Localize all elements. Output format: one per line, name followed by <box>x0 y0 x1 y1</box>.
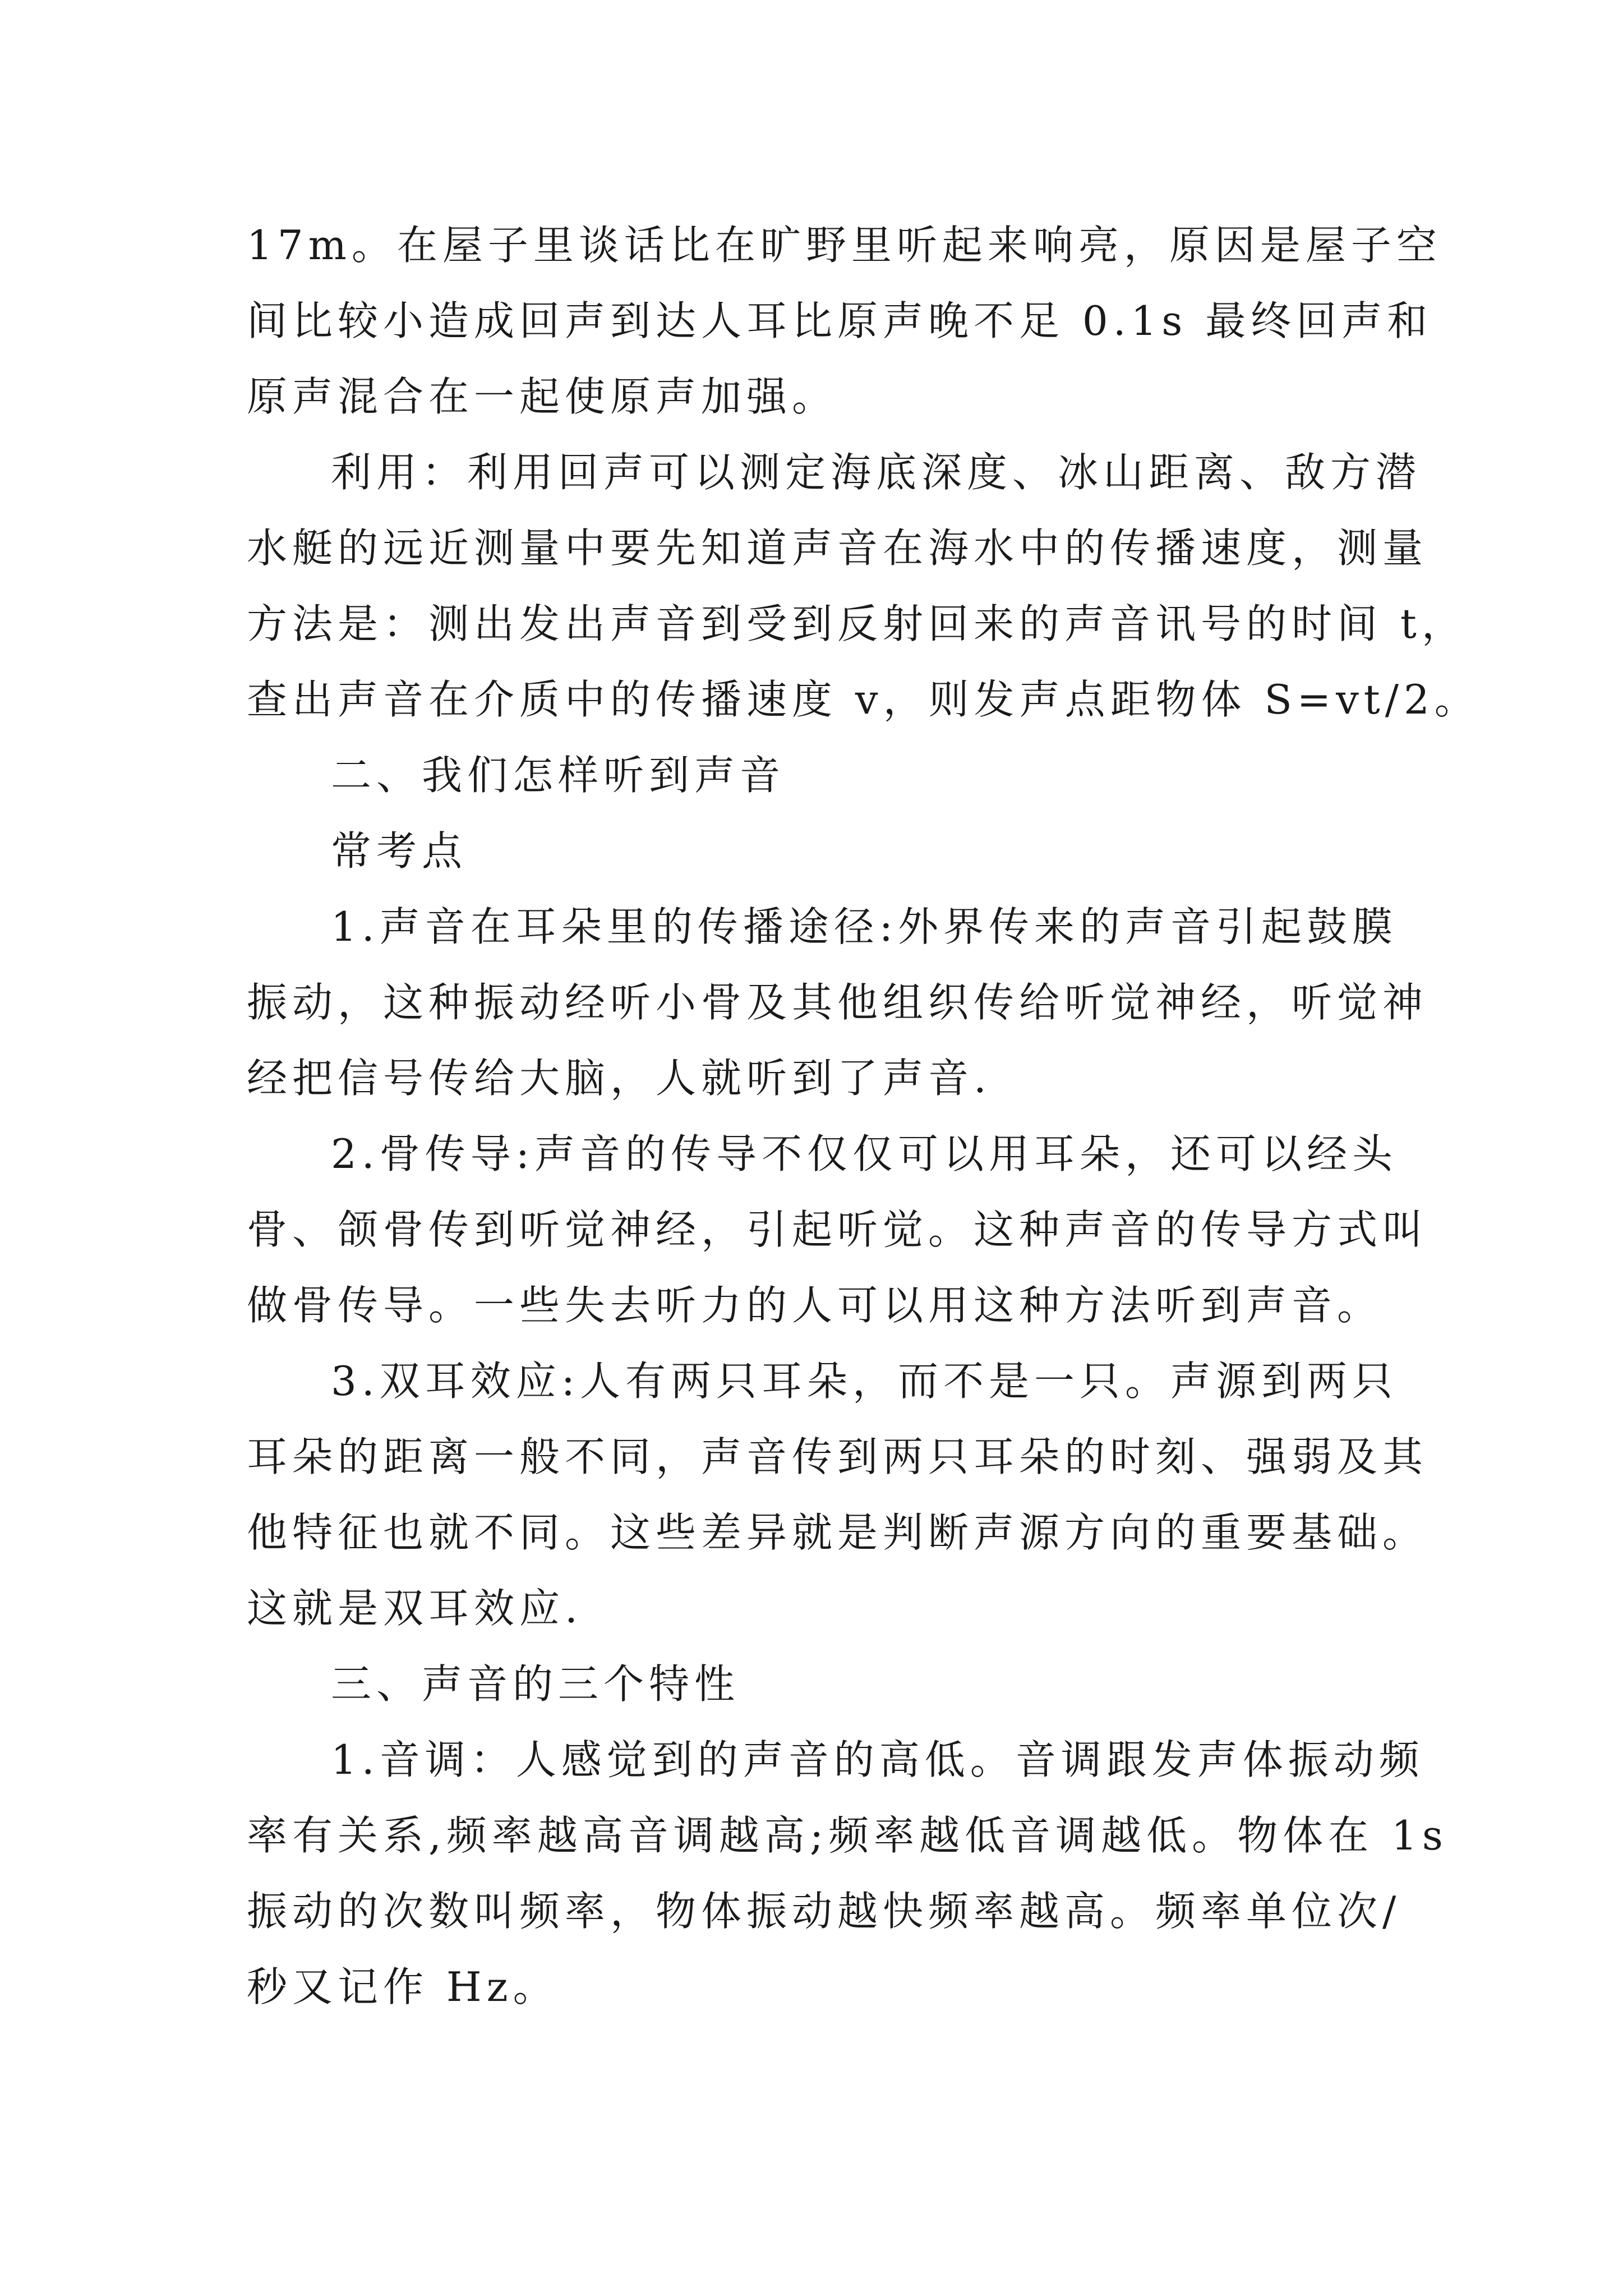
subheading: 常考点 <box>331 827 468 875</box>
text-line: 这就是双耳效应. <box>247 1585 583 1632</box>
text-line: 经把信号传给大脑，人就听到了声音. <box>247 1055 992 1102</box>
paragraph-start-line: 1.声音在耳朵里的传播途径:外界传来的声音引起鼓膜 <box>331 903 1398 950</box>
section-heading: 二、我们怎样听到声音 <box>331 752 786 799</box>
text-line: 水艇的远近测量中要先知道声音在海水中的传播速度，测量 <box>247 524 1428 572</box>
text-line: 振动，这种振动经听小骨及其他组织传给听觉神经，听觉神 <box>247 979 1428 1026</box>
text-line: 查出声音在介质中的传播速度 v，则发声点距物体 S=vt/2。 <box>247 676 1480 723</box>
text-line: 原声混合在一起使原声加强。 <box>247 373 838 420</box>
document-body <box>247 208 1480 2025</box>
text-line: 方法是：测出发出声音到受到反射回来的声音讯号的时间 t， <box>247 600 1467 647</box>
text-line: 间比较小造成回声到达人耳比原声晚不足 0.1s 最终回声和 <box>247 297 1433 344</box>
paragraph-start-line: 3.双耳效应:人有两只耳朵，而不是一只。声源到两只 <box>331 1358 1398 1405</box>
text-line: 做骨传导。一些失去听力的人可以用这种方法听到声音。 <box>247 1282 1383 1329</box>
paragraph-start-line: 2.骨传导:声音的传导不仅仅可以用耳朵，还可以经头 <box>331 1130 1398 1177</box>
text-line: 他特征也就不同。这些差异就是判断声源方向的重要基础。 <box>247 1509 1428 1556</box>
text-line: 耳朵的距离一般不同，声音传到两只耳朵的时刻、强弱及其 <box>247 1433 1428 1480</box>
paragraph-start-line: 1.音调：人感觉到的声音的高低。音调跟发声体振动频 <box>331 1736 1424 1783</box>
paragraph-start-line: 利用：利用回声可以测定海底深度、冰山距离、敌方潜 <box>331 449 1422 496</box>
text-line: 率有关系,频率越高音调越高;频率越低音调越低。物体在 1s <box>247 1812 1448 1859</box>
text-line: 17m。在屋子里谈话比在旷野里听起来响亮，原因是屋子空 <box>247 222 1442 269</box>
text-line: 秒又记作 Hz。 <box>247 1963 559 2010</box>
section-heading: 三、声音的三个特性 <box>331 1660 740 1708</box>
text-line: 振动的次数叫频率，物体振动越快频率越高。频率单位次/ <box>247 1888 1401 1935</box>
text-line: 骨、颌骨传到听觉神经，引起听觉。这种声音的传导方式叫 <box>247 1206 1428 1253</box>
